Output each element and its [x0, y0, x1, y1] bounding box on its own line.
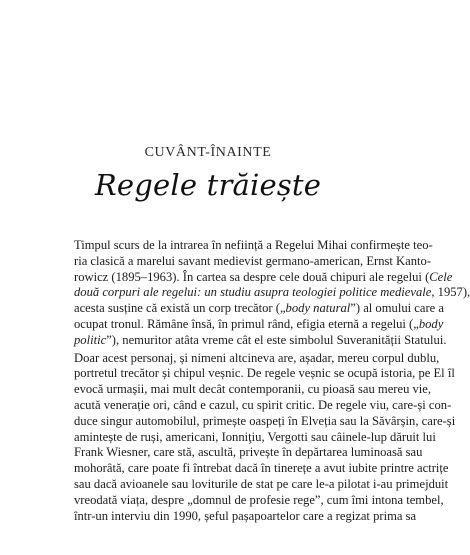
text-segment: vreodată viața, despre „domnul de profesie rege”, cum îmi intona tembel,	[74, 492, 444, 507]
text-segment: amintește de ruși, americani, Ionniţiu, Vergotti sau câinele-lup dăruit lui	[74, 429, 436, 444]
text-segment: duce singur automobilul, primește oaspeți în Elveția sau la Săvârșin, care-și	[74, 413, 456, 428]
text-segment: Frank Wiesner, care stă, ascultă, privește în depărtarea luminoasă sau	[74, 445, 423, 460]
text-segment: acesta susține că există un corp trecător („	[74, 301, 286, 316]
text-line	[60, 413, 456, 430]
text-segment: mohorâtă, care poate fi întrebat dacă în tinerețe a avut iubite printre actrițe	[74, 461, 449, 476]
italic-text: body	[418, 316, 444, 331]
text-line	[60, 382, 432, 398]
text-segment: Doar acest personaj, și nimeni altcineva are, așadar, mereu corpul dublu,	[74, 350, 440, 365]
text-segment: sau dacă avioanele sau loviturile de stat pe care le-a pilotat i-au primejduit	[74, 476, 449, 491]
text-segment: într-un interviu din 1990, șeful pașapoartelor care a regizat prima sa	[74, 508, 417, 523]
text-line	[60, 285, 470, 301]
chapter-title: Regele trăiește	[94, 168, 322, 202]
text-line	[60, 397, 452, 414]
text-segment: ocupat tronul. Rămâne însă, în primul rând, efigia eternă a regelui („	[74, 316, 419, 331]
paragraph	[60, 350, 456, 525]
text-line	[60, 461, 449, 477]
text-segment: , 1957),	[431, 285, 470, 300]
text-line	[60, 238, 433, 254]
italic-text: body natural	[285, 301, 351, 316]
paragraph	[60, 238, 470, 349]
text-segment: portretul trecător și chipul veșnic. De regele veșnic se ocupă istoria, pe El îl	[74, 366, 455, 381]
text-line	[60, 508, 417, 525]
text-segment: ”) al omului care a	[350, 301, 444, 316]
text-line	[60, 332, 447, 349]
text-line	[60, 429, 436, 446]
text-segment: evocă urmașii, mai mult decât contemporanii, cu pioasă sau mereu vie,	[74, 382, 432, 397]
text-segment: ria clasică a marelui savant medievist germano-american, Ernst Kanto-	[74, 253, 432, 268]
italic-text: Cele	[429, 269, 453, 284]
text-segment: rowicz (1895–1963). În cartea sa despre cele două chipuri ale regelui (	[74, 269, 430, 284]
italic-text: două corpuri ale regelui: un studiu asupra teologiei politice medievale	[74, 285, 432, 300]
body-text	[60, 238, 470, 524]
text-segment: ”), nemuritor atâta vreme cât el este simbolul Suveranității Statului.	[106, 332, 447, 347]
text-line	[60, 301, 444, 317]
text-line	[60, 269, 453, 286]
text-segment: acută venerație ori, când e cazul, cu spirit critic. De regele viu, care-și con-	[74, 397, 452, 412]
text-line	[60, 476, 449, 493]
italic-text: politic	[74, 332, 107, 347]
text-line	[60, 316, 444, 333]
text-line	[60, 350, 440, 367]
text-line	[60, 253, 432, 270]
text-line	[60, 492, 444, 509]
text-line	[60, 366, 455, 382]
text-line	[60, 445, 423, 461]
section-label: CUVÂNT-ÎNAINTE	[144, 145, 272, 160]
text-segment: Timpul scurs de la intrarea în neființă a Regelui Mihai confirmește teo-	[74, 238, 433, 252]
